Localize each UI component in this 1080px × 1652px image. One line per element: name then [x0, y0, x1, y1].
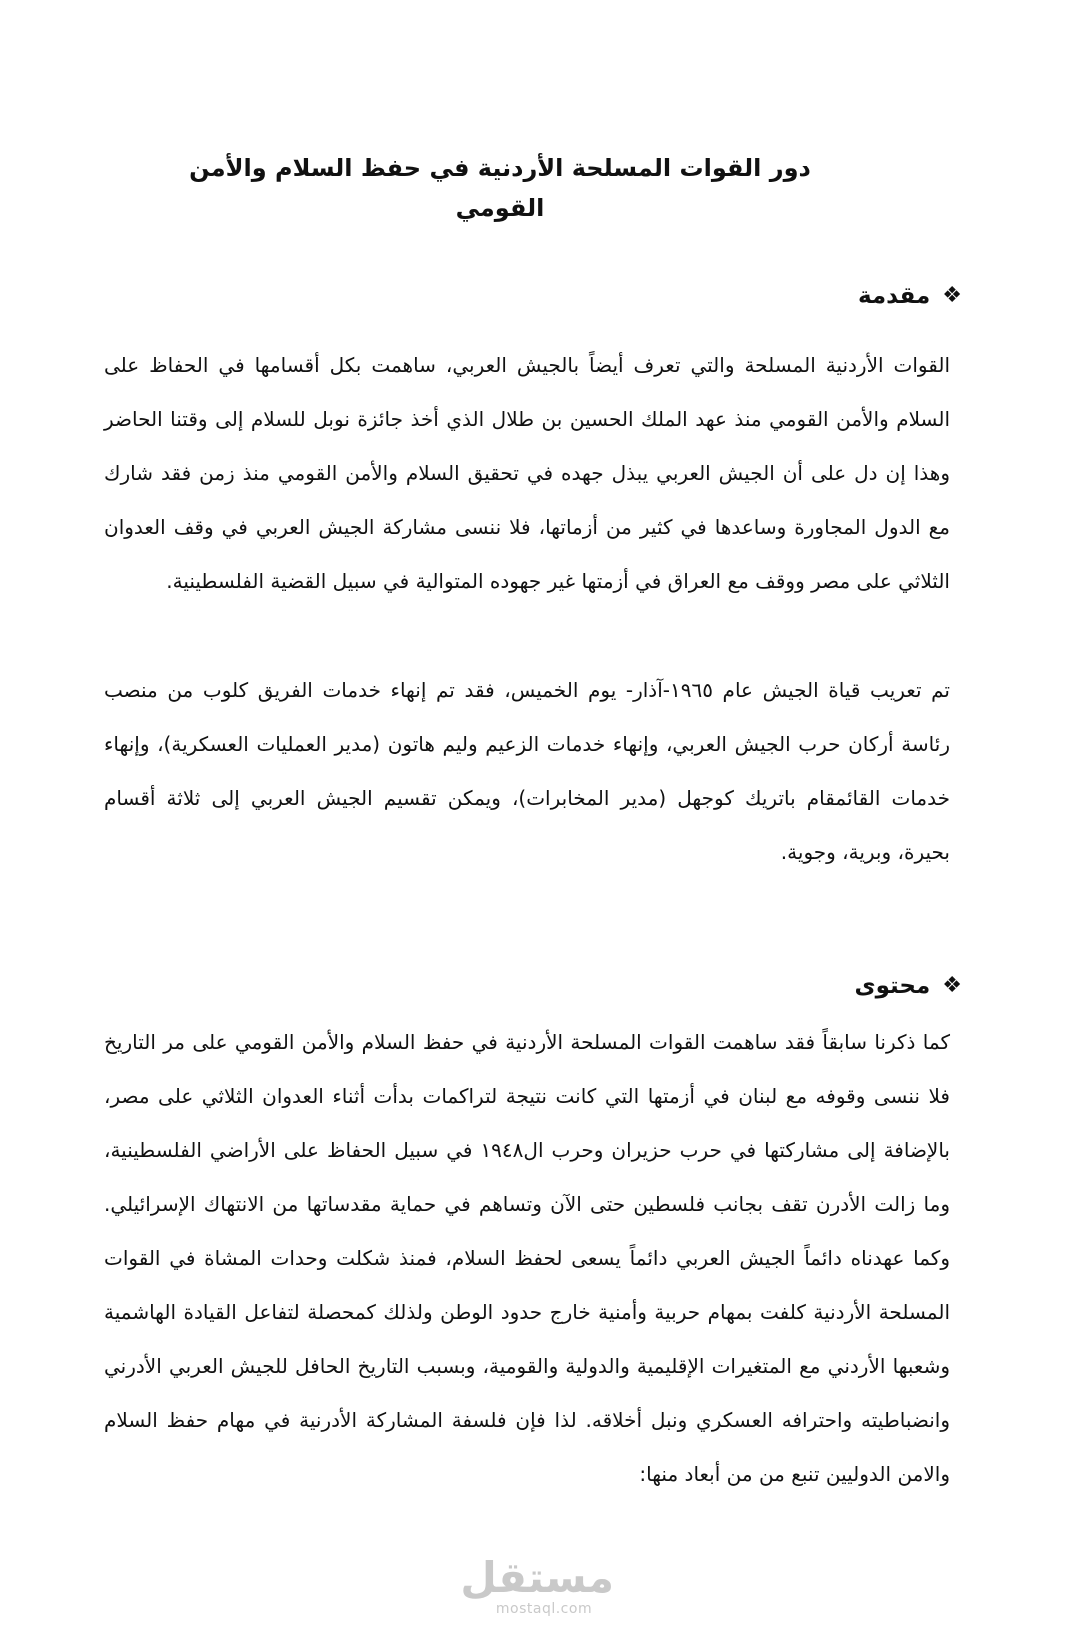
- mostaql-watermark-logo: [460, 1553, 614, 1618]
- section-heading-introduction: [858, 278, 962, 314]
- watermark-arabic-text: مستقل: [460, 1553, 614, 1602]
- diamond-bullet-icon: ❖: [942, 283, 962, 308]
- watermark-latin-text: mostaql.com: [495, 1601, 593, 1617]
- section-heading-label: محتوى: [854, 973, 931, 999]
- content-paragraph-1: كما ذكرنا سابقاً فقد ساهمت القوات المسلحة الأردنية في حفظ السلام والأمن القومي على مر التاريخ فلا ننسى وقوفه مع لبنان في أزمتها التي كانت نتيجة لتراكمات بدأت أثناء العدوان الثلاثي على مصر، بالإضافة إلى مشاركتها في حرب حزيران وحرب ال١٩٤٨ في سبيل الحفاظ على الأراضي الفلسطينية، وما زالت الأدرن تقف بجانب فلسطين حتى الآن وتساهم في حماية مقدساتها من الانتهاك الإسرائيلي. وكما عهدناه دائماً الجيش العربي دائماً يسعى لحفظ السلام، فمنذ شكلت وحدات المشاة في القوات المسلحة الأردنية كلفت بمهام حربية وأمنية خارج حدود الوطن ولذلك كمحصلة لتفاعل القيادة الهاشمية وشعبها الأردني مع المتغيرات الإقليمية والدولية والقومية، وبسبب التاريخ الحافل للجيش العربي الأدرني وانضباطيته واحترافه العسكري ونبل أخلاقه. لذا فإن فلسفة المشاركة الأدرنية في مهام حفظ السلام والامن الدوليين تنبع من من أبعاد منها:: [104, 1030, 950, 1486]
- intro-paragraph-1: القوات الأردنية المسلحة والتي تعرف أيضاً بالجيش العربي، ساهمت بكل أقسامها في الحفاظ على السلام والأمن القومي منذ عهد الملك الحسين بن طلال الذي أخذ جائزة نوبل للسلام إلى وقتنا الحاضر وهذا إن دل على أن الجيش العربي يبذل جهده في تحقيق السلام والأمن القومي منذ زمن فقد شارك مع الدول المجاورة وساعدها في كثير من أزماتها، فلا ننسى مشاركة الجيش العربي في وقف العدوان الثلاثي على مصر ووقف مع العراق في أزمتها غير جهوده المتوالية في سبيل القضية الفلسطينية.: [104, 353, 950, 593]
- intro-paragraph-2: تم تعريب قياة الجيش عام ١٩٦٥-آذار- يوم الخميس، فقد تم إنهاء خدمات الفريق كلوب من منصب رئاسة أركان حرب الجيش العربي، وإنهاء خدمات الزعيم وليم هاتون (مدير العمليات العسكرية)، وإنهاء خدمات القائمقام باتريك كوجهل (مدير المخابرات)، ويمكن تقسيم الجيش العربي إلى ثلاثة أقسام بحيرة، وبرية، وجوية.: [104, 678, 950, 864]
- document-title: دور القوات المسلحة الأردنية في حفظ السلام والأمن القومي: [189, 154, 811, 222]
- section-heading-label: مقدمة: [857, 283, 931, 309]
- diamond-bullet-icon: ❖: [942, 973, 962, 998]
- section-heading-content: [855, 968, 962, 1004]
